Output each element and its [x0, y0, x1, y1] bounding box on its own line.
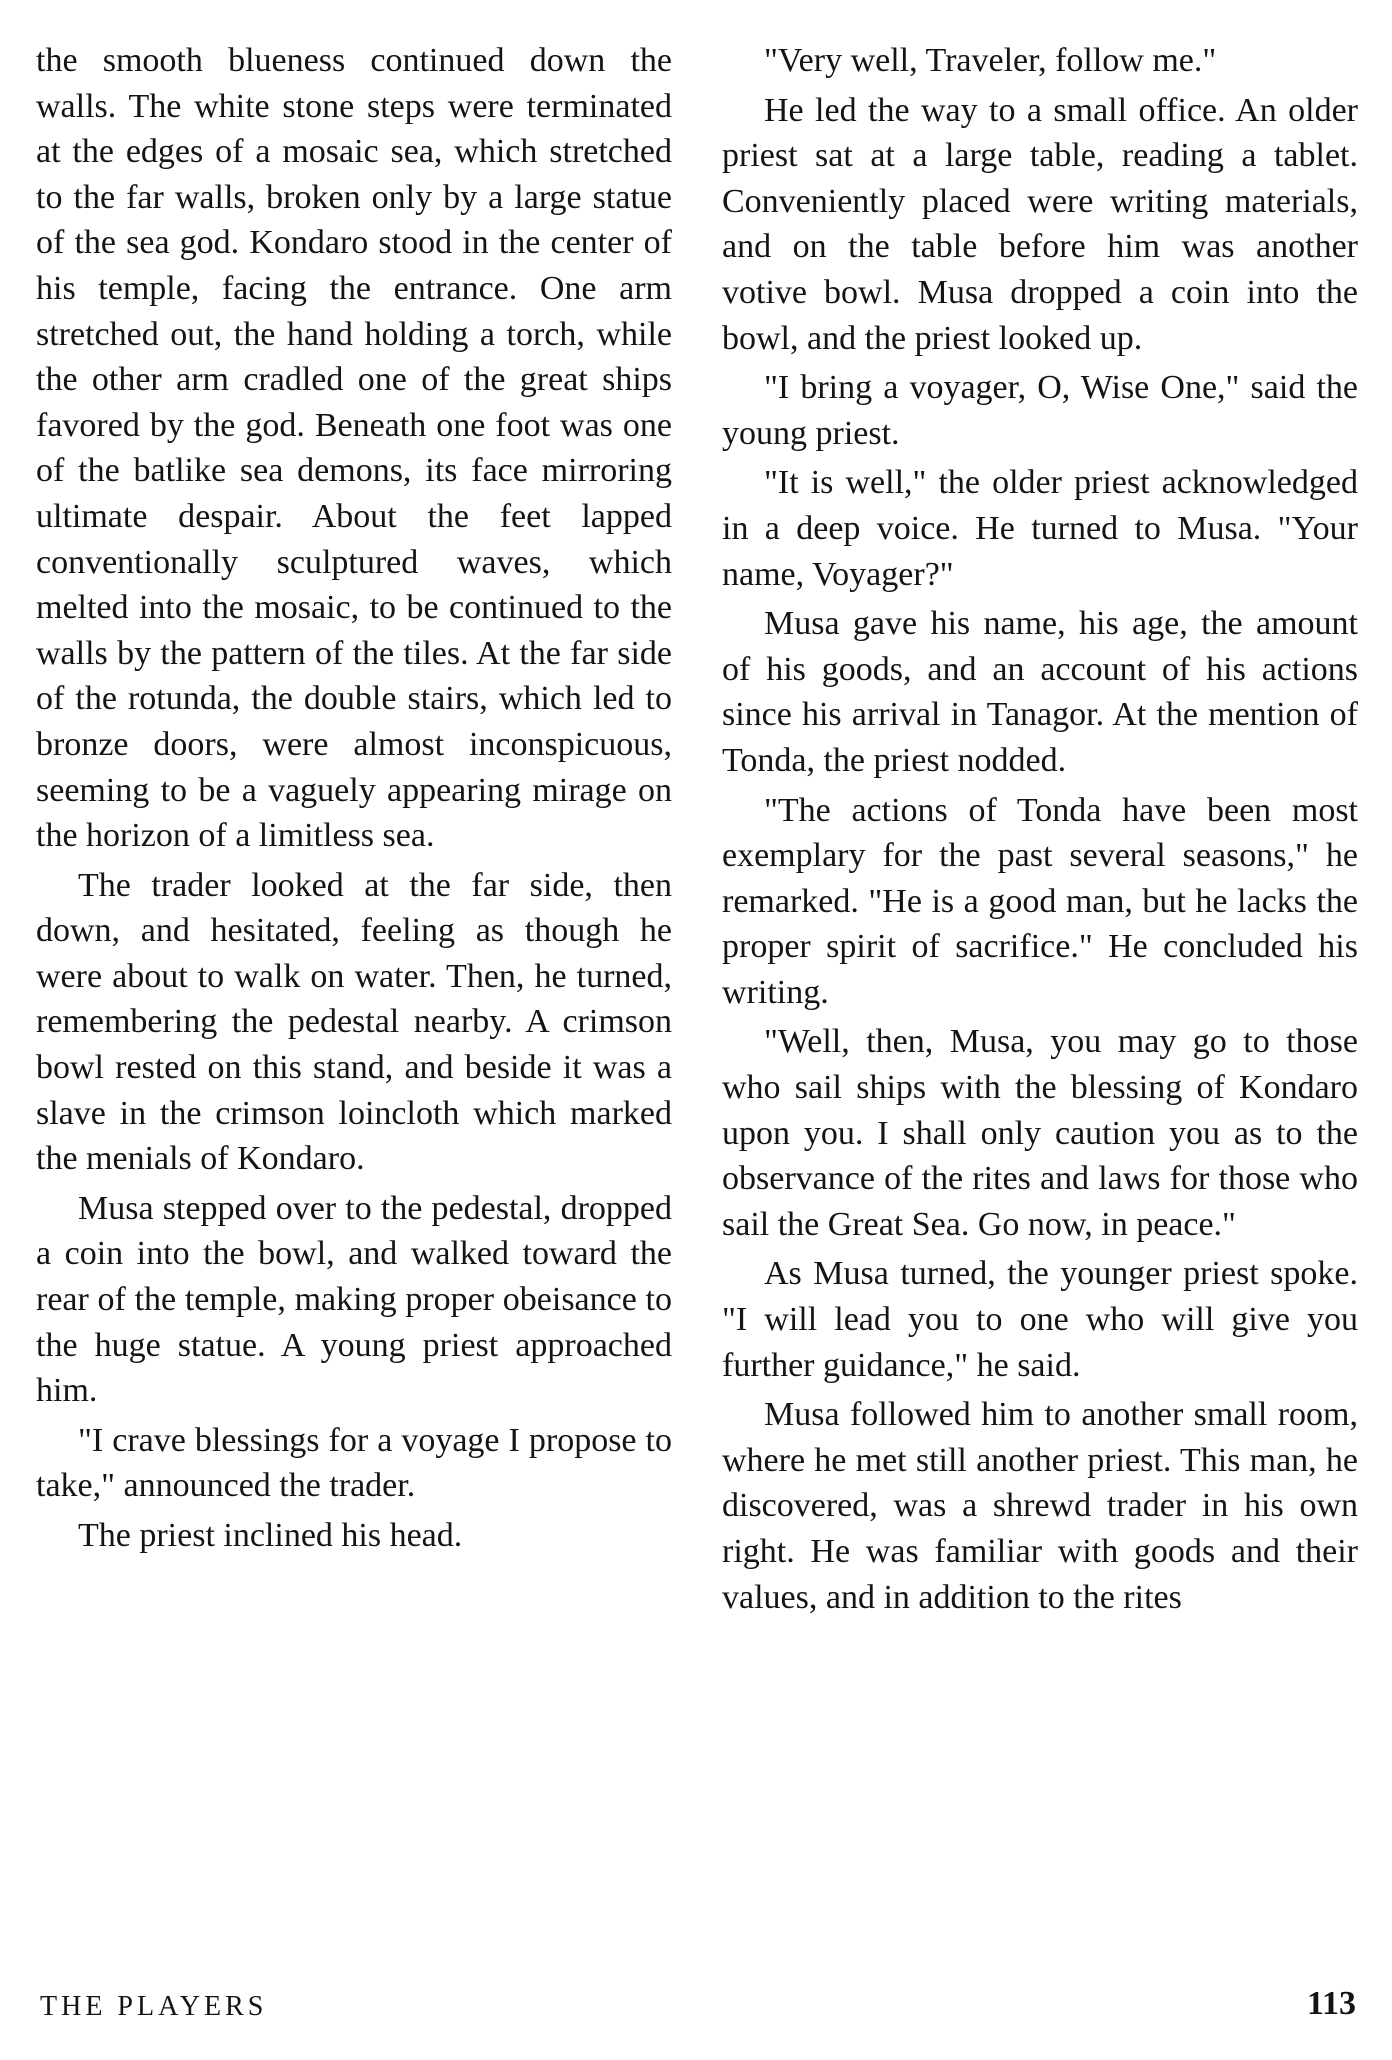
paragraph: the smooth blueness continued down the walls. The white stone steps were terminated at the edges of a mosaic sea, which stretched to the far walls, broken only by a large statue of the sea god. Kondaro stood in the center of his temple, facing the entrance. One arm stretched out, the hand holding a torch, while the other arm cradled one of the great ships favored by the god. Beneath one foot was one of the batlike sea demons, its face mirroring ultimate despair. About the feet lapped conventionally sculptured waves, which melted into the mosaic, to be continued to the walls by the pattern of the tiles. At the far side of the rotunda, the double stairs, which led to bronze doors, were almost inconspicuous, seeming to be a vaguely appearing mirage on the horizon of a limitless sea.	[36, 42, 672, 855]
paragraph: "It is well," the older priest acknowledged in a deep voice. He turned to Musa. "Your name, Voyager?"	[722, 464, 1358, 593]
page-footer	[0, 1985, 1392, 2035]
paragraph: As Musa turned, the younger priest spoke. "I will lead you to one who will give you further guidance," he said.	[722, 1255, 1358, 1384]
right-text-column	[722, 38, 1358, 1624]
paragraph: Musa followed him to another small room, where he met still another priest. This man, he discovered, was a shrewd trader in his own right. He was familiar with goods and their values, and in addition to the rites	[722, 1396, 1358, 1616]
paragraph: He led the way to a small office. An older priest sat at a large table, reading a tablet. Conveniently placed were writing materials, and on the table before him was another votive bowl. Musa dropped a coin into the bowl, and the priest looked up.	[722, 91, 1358, 357]
paragraph: The priest inclined his head.	[78, 1517, 463, 1554]
paragraph: "Very well, Traveler, follow me."	[764, 42, 1217, 79]
running-head: THE PLAYERS	[40, 1991, 268, 2022]
page-number: 113	[1306, 1985, 1356, 2022]
paragraph: "I bring a voyager, O, Wise One," said the young priest.	[722, 369, 1358, 452]
paragraph: Musa gave his name, his age, the amount of his goods, and an account of his actions since his arrival in Tanagor. At the mention of Tonda, the priest nodded.	[722, 605, 1358, 779]
paragraph: The trader looked at the far side, then down, and hesitated, feeling as though he were about to walk on water. Then, he turned, remembering the pedestal nearby. A crimson bowl rested on this stand, and beside it was a slave in the crimson loincloth which marked the menials of Kondaro.	[36, 866, 672, 1178]
paragraph: "The actions of Tonda have been most exemplary for the past several seasons," he remarked. "He is a good man, but he lacks the proper spirit of sacrifice." He concluded his writing.	[722, 791, 1358, 1011]
paragraph: "I crave blessings for a voyage I propose to take," announced the trader.	[36, 1421, 672, 1505]
paragraph: Musa stepped over to the pedestal, dropped a coin into the bowl, and walked toward the rear of the temple, making proper obeisance to the huge statue. A young priest approached him.	[36, 1189, 672, 1410]
paragraph: "Well, then, Musa, you may go to those who sail ships with the blessing of Kondaro upon you. I shall only caution you as to the observance of the rites and laws for those who sail the Great Sea. Go now, in peace."	[722, 1023, 1358, 1243]
left-text-column	[36, 38, 672, 1563]
